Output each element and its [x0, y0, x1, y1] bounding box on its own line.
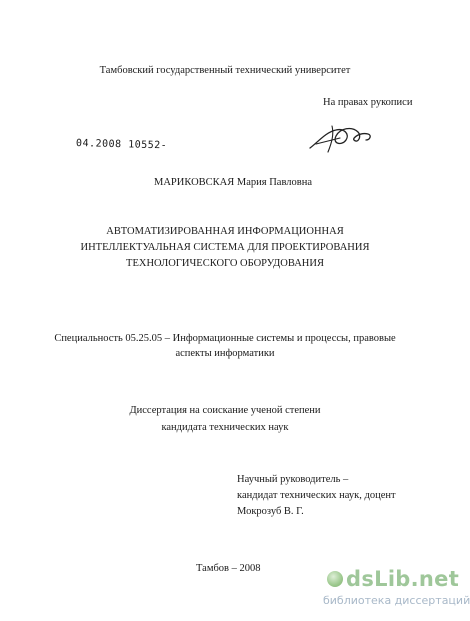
supervisor-line: кандидат технических наук, доцент: [237, 490, 396, 501]
specialty: [0, 331, 450, 361]
signature-icon: [306, 118, 376, 158]
globe-icon: [327, 571, 343, 587]
manuscript-rights-note: На правах рукописи: [323, 97, 413, 108]
author-name: МАРИКОВСКАЯ Мария Павловна: [154, 177, 312, 188]
degree-statement: [0, 402, 450, 436]
supervisor-block: [237, 472, 396, 520]
city-year: Тамбов – 2008: [196, 563, 261, 574]
specialty-line: аспекты информатики: [175, 348, 275, 359]
degree-line: Диссертация на соискание ученой степени: [129, 405, 321, 416]
supervisor-line: Научный руководитель –: [237, 474, 349, 485]
supervisor-line: Мокрозуб В. Г.: [237, 506, 304, 517]
title-line: ТЕХНОЛОГИЧЕСКОГО ОБОРУДОВАНИЯ: [126, 258, 324, 269]
university-name: Тамбовский государственный технический университет: [99, 65, 351, 76]
watermark-logo: dsLib.net: [346, 567, 460, 591]
watermark-tagline: библиотека диссертаций: [323, 594, 470, 607]
library-stamp-code: 04.2008 10552-: [75, 138, 168, 152]
title-line: АВТОМАТИЗИРОВАННАЯ ИНФОРМАЦИОННАЯ: [106, 226, 344, 237]
title-line: ИНТЕЛЛЕКТУАЛЬНАЯ СИСТЕМА ДЛЯ ПРОЕКТИРОВАНИЯ: [80, 242, 370, 253]
dslib-watermark: [323, 567, 470, 619]
degree-line: кандидата технических наук: [161, 422, 289, 433]
specialty-line: Специальность 05.25.05 – Информационные системы и процессы, правовые: [54, 333, 396, 344]
dissertation-title: [0, 224, 450, 272]
